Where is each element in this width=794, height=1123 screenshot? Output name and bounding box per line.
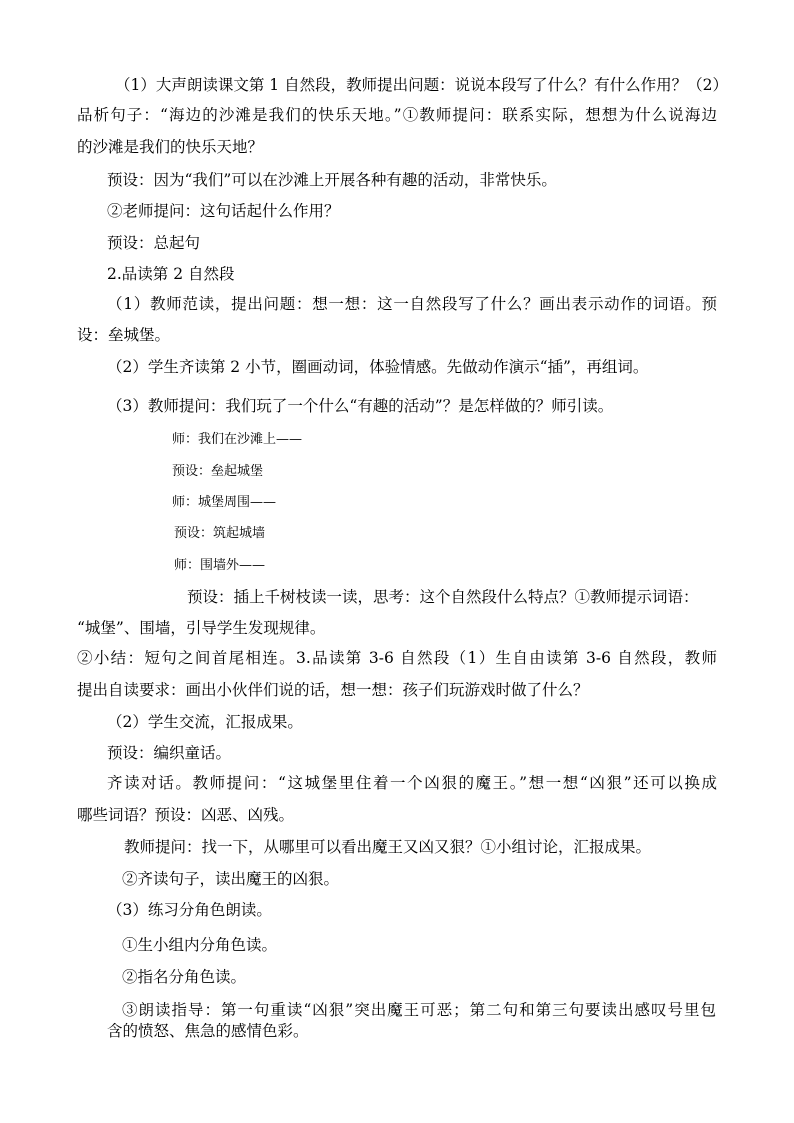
text-line-26: ②齐读句子，读出魔王的凶狠。 — [122, 870, 340, 888]
text-line-21: （2）学生交流，汇报成果。 — [107, 713, 303, 731]
dialog-line-1: 师：我们在沙滩上—— — [172, 432, 303, 447]
text-line-2: 品析句子：“海边的沙滩是我们的快乐天地。”①教师提问：联系实际，想想为什么说海边 — [77, 106, 717, 124]
text-line-24: 哪些词语？预设：凶恶、凶残。 — [77, 806, 295, 824]
text-line-20: 提出自读要求：画出小伙伴们说的话，想一想：孩子们玩游戏时做了什么？ — [77, 681, 589, 699]
section-heading: 2.品读第 2 自然段 — [107, 265, 235, 283]
text-line-3: 的沙滩是我们的快乐天地？ — [77, 138, 264, 156]
text-line-23: 齐读对话。教师提问：“这城堡里住着一个凶狠的魔王。”想一想“凶狠”还可以换成 — [107, 774, 717, 792]
dialog-line-2: 预设：垒起城堡 — [172, 464, 264, 479]
text-line-6: 预设：总起句 — [107, 234, 201, 252]
text-line-22: 预设：编织童话。 — [107, 744, 232, 762]
dialog-line-3: 师：城堡周围—— — [172, 495, 277, 510]
text-line-10: （2）学生齐读第 2 小节，圈画动词，体验情感。先做动作演示“插”，再组词。 — [107, 358, 649, 376]
text-line-4: 预设：因为“我们”可以在沙滩上开展各种有趣的活动，非常快乐。 — [107, 171, 557, 189]
text-line-11: （3）教师提问：我们玩了一个什么“有趣的活动”？是怎样做的？师引读。 — [107, 397, 614, 415]
text-line-29: ②指名分角色读。 — [122, 968, 247, 986]
text-line-8: （1）教师范读，提出问题：想一想：这一自然段写了什么？画出表示动作的词语。预 — [107, 295, 717, 313]
text-line-30: ③朗读指导：第一句重读“凶狠”突出魔王可恶；第二句和第三句要读出感叹号里包 — [122, 1001, 716, 1019]
dialog-line-5: 师：围墙外—— — [174, 558, 266, 573]
text-line-18: “城堡”、围墙，引导学生发现规律。 — [77, 619, 326, 637]
text-line-28: ①生小组内分角色读。 — [122, 936, 278, 954]
text-line-17: 预设：插上千树枝读一读，思考：这个自然段什么特点？①教师提示词语： — [187, 588, 699, 606]
text-line-27: （3）练习分角色朗读。 — [107, 901, 272, 919]
text-line-19: ②小结：短句之间首尾相连。3.品读第 3-6 自然段（1）生自由读第 3-6 自然段，教师 — [77, 649, 717, 667]
text-line-31: 含的愤怒、焦急的感情色彩。 — [107, 1022, 309, 1040]
dialog-line-4: 预设：筑起城墙 — [174, 526, 266, 541]
text-line-5: ②老师提问：这句话起什么作用？ — [107, 202, 340, 220]
text-line-9: 设：垒城堡。 — [77, 326, 171, 344]
text-line-1: （1）大声朗读课文第 1 自然段，教师提出问题：说说本段写了什么？有什么作用？（2） — [115, 76, 728, 94]
text-line-25: 教师提问：找一下，从哪里可以看出魔王又凶又狠？①小组讨论，汇报成果。 — [124, 838, 652, 856]
